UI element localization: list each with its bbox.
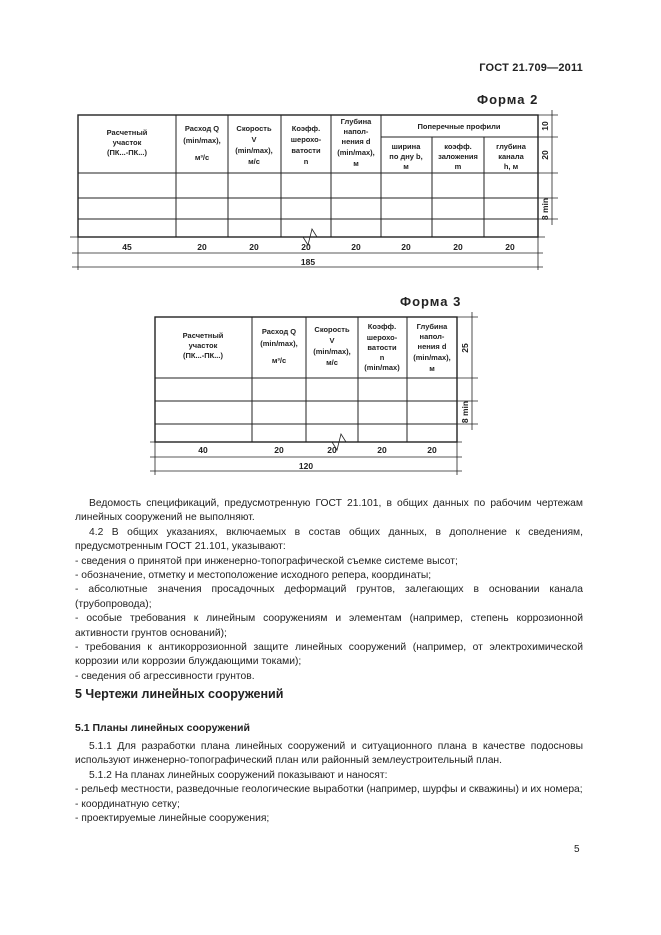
f2-w8: 20	[505, 242, 515, 252]
f3-w2: 20	[274, 445, 284, 455]
f2-total: 185	[300, 257, 316, 267]
paragraph-specification: Ведомость спецификаций, предусмотренную ГОСТ 21.101, в общих данных по рабочим чертежам линейных сооружений не выполняют.	[75, 498, 583, 524]
f3-col-speed: Скорость V (min/max), м/с	[313, 325, 351, 367]
list-item: - проектируемые линейные сооружения;	[75, 813, 270, 825]
f3-h2: 8 min	[460, 400, 470, 424]
f2-col-rough: Коэфф. шерохо-ватости n	[290, 124, 322, 166]
f2-group-profiles: Поперечные профили	[417, 122, 501, 131]
f2-w1: 45	[122, 242, 132, 252]
f2-w3: 20	[249, 242, 259, 252]
f3-w1: 40	[198, 445, 208, 455]
body-text	[75, 497, 583, 684]
f3-h1: 25	[460, 343, 470, 353]
form2-title: Форма 2	[477, 92, 539, 107]
f2-col-flow: Расход Q (min/max), м³/с	[183, 124, 221, 162]
list-item: - обозначение, отметку и местоположение исходного репера, координаты;	[75, 570, 432, 582]
f3-w5: 20	[427, 445, 437, 455]
f3-col-flow: Расход Q (min/max), м³/с	[260, 327, 298, 365]
f3-total: 120	[298, 461, 314, 471]
list-item: - особые требования к линейным сооружениям и элементам (например, степень коррозионной активности грунтов оснований);	[75, 613, 583, 639]
paragraph-5-1-2: 5.1.2 На планах линейных сооружений показывают и наносят:	[89, 769, 388, 781]
form3-title: Форма 3	[400, 294, 462, 309]
list-item: - сведения об агрессивности грунтов.	[75, 670, 255, 682]
f2-col-section: Расчетный участок (ПК...-ПК...)	[106, 128, 148, 157]
f2-w6: 20	[401, 242, 411, 252]
f3-col-depth: Глубина напол-нения d (min/max), м	[413, 322, 451, 373]
f3-col-rough: Коэфф. шерохо-ватости n (min/max)	[364, 322, 400, 372]
section-5-1-title: 5.1 Планы линейных сооружений	[75, 722, 250, 734]
document-header: ГОСТ 21.709—2011	[479, 62, 583, 74]
f2-h2: 20	[540, 150, 550, 160]
f2-w7: 20	[453, 242, 463, 252]
f2-col-width: ширина по дну b, м	[389, 142, 423, 171]
f2-h1: 10	[540, 121, 550, 131]
f3-w4: 20	[377, 445, 387, 455]
f3-w3: 20	[327, 445, 337, 455]
f2-col-slope: коэфф. заложения m	[438, 142, 478, 171]
f2-col-speed: Скорость V (min/max), м/с	[235, 124, 273, 166]
f3-col-section: Расчетный участок (ПК...-ПК...)	[182, 331, 224, 360]
list-item: - абсолютные значения просадочных деформаций грунтов, залегающих в основании канала (трубопровода);	[75, 584, 583, 610]
f2-h3: 8 min	[540, 197, 550, 221]
f2-col-depth: Глубина напол-нения d (min/max), м	[337, 117, 375, 168]
paragraph-4-2: 4.2 В общих указаниях, включаемых в состав общих данных, в дополнение к сведениям, предусмотренным ГОСТ 21.101, указывают:	[75, 526, 583, 553]
form2-headers	[107, 117, 527, 171]
list-item: - сведения о принятой при инженерно-топографической съемке системе высот;	[75, 555, 458, 567]
list-item: - координатную сетку;	[75, 798, 180, 810]
form3-headers	[183, 322, 451, 373]
f2-w4: 20	[301, 242, 311, 252]
list-item: - рельеф местности, разведочные геологические выработки (например, шурфы и скважины) и их номера;	[75, 784, 583, 796]
f2-w5: 20	[351, 242, 361, 252]
section-5-text	[75, 740, 583, 826]
page-number: 5	[574, 844, 580, 855]
f2-w2: 20	[197, 242, 207, 252]
list-item: - требования к антикоррозионной защите линейных сооружений (например, от электрохимической коррозии или коррозии блуждающими токами);	[75, 642, 583, 668]
paragraph-5-1-1: 5.1.1 Для разработки плана линейных сооружений и ситуационного плана в качестве подосновы используют инженерно-топографический план или районный землеустроительный план.	[75, 741, 583, 767]
section-5-title: 5 Чертежи линейных сооружений	[75, 687, 284, 701]
f2-col-canal-depth: глубина канала h, м	[496, 142, 526, 171]
